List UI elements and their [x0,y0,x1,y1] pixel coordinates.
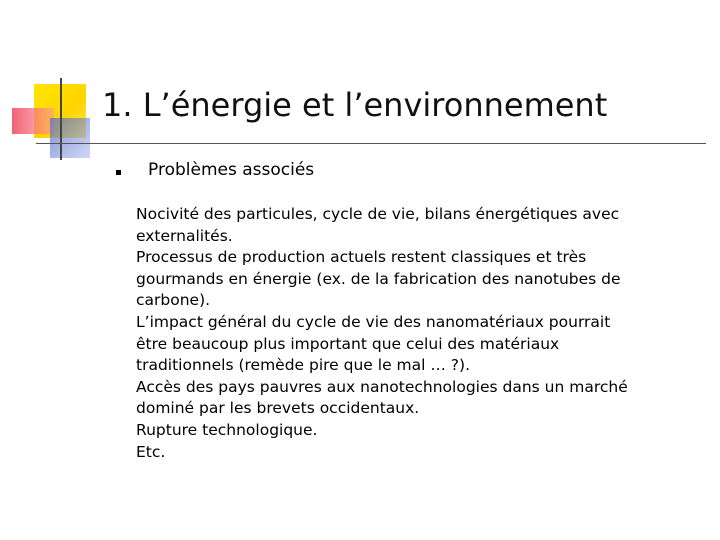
body-line: gourmands en énergie (ex. de la fabrication des nanotubes de [136,269,621,288]
logo-blue-block [50,118,90,158]
body-line: dominé par les brevets occidentaux. [136,399,420,418]
body-line: Etc. [136,442,166,461]
body-line: externalités. [136,226,233,245]
logo-red-block [12,108,54,134]
bullet-heading: Problèmes associés [148,160,315,180]
title-underline-rule [36,143,706,144]
body-line: Accès des pays pauvres aux nanotechnologies dans un marché [136,377,628,396]
body-line: L’impact général du cycle de vie des nanomatériaux pourrait [136,312,611,331]
slide-title: 1. L’énergie et l’environnement [102,86,608,124]
slide-logo-decoration [0,0,720,170]
logo-vertical-line [60,78,62,160]
body-line: Nocivité des particules, cycle de vie, bilans énergétiques avec [136,205,620,223]
body-line: Processus de production actuels restent classiques et très [136,248,587,267]
body-line: Rupture technologique. [136,420,318,439]
body-line: carbone). [136,291,211,310]
body-text [136,204,706,463]
body-line: être beaucoup plus important que celui des matériaux [136,334,560,353]
body-line: traditionnels (remède pire que le mal … ?). [136,356,470,375]
square-bullet-icon [116,170,121,175]
